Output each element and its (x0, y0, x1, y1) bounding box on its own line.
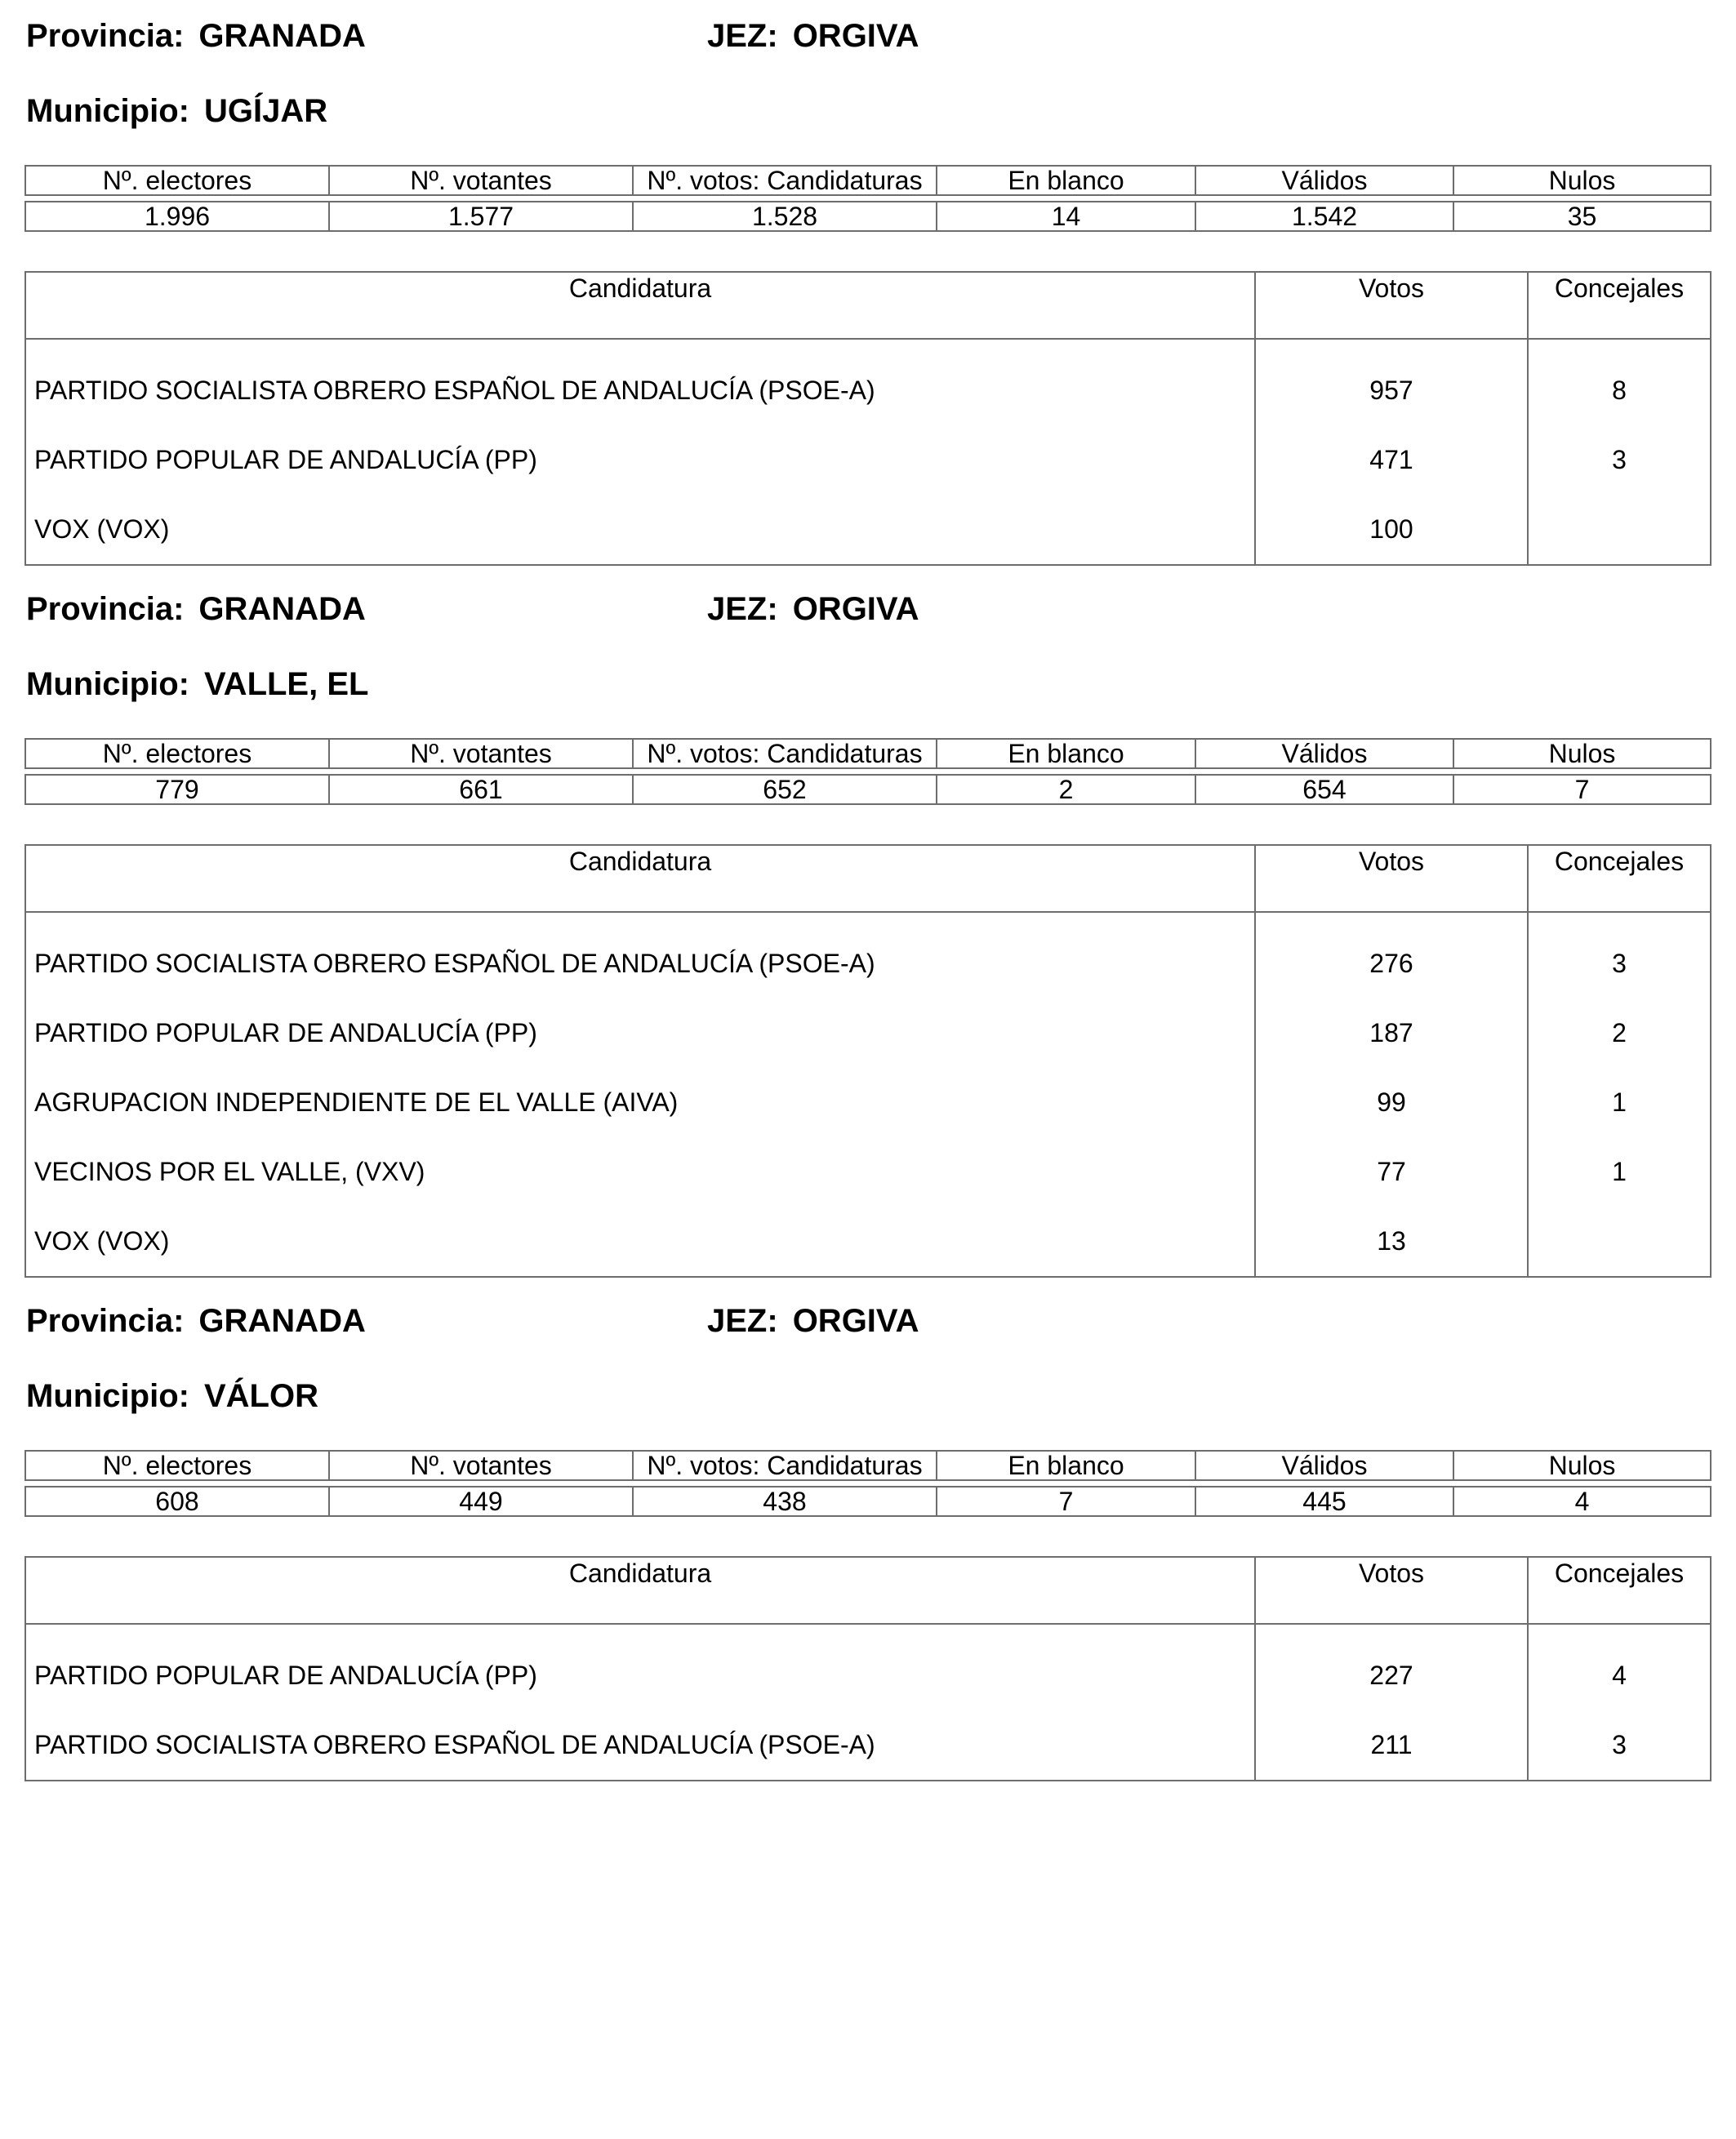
summary-header-cell: Nº. votos: Candidaturas (633, 166, 937, 195)
candidatura-row (25, 356, 1711, 425)
jez-heading (707, 16, 919, 56)
summary-value-cell: 449 (329, 1487, 633, 1516)
summary-header-cell: Nº. electores (25, 166, 329, 195)
candidatura-concejales: 1 (1528, 1137, 1711, 1207)
provincia-value: GRANADA (198, 1303, 366, 1339)
separator-cell (25, 768, 329, 775)
concejales-header: Concejales (1528, 272, 1711, 339)
candidatura-concejales (1528, 1207, 1711, 1277)
concejales-header: Concejales (1528, 1557, 1711, 1624)
candidatura-name: PARTIDO SOCIALISTA OBRERO ESPAÑOL DE ANDALUCÍA (PSOE-A) (25, 1710, 1255, 1781)
summary-value-cell: 7 (937, 1487, 1195, 1516)
spacer-cell (25, 912, 1255, 929)
summary-value-cell: 2 (937, 775, 1195, 804)
candidatura-votos: 77 (1255, 1137, 1528, 1207)
summary-header-cell: Nº. electores (25, 1451, 329, 1480)
summary-table (24, 738, 1712, 805)
jez-value: ORGIVA (792, 591, 919, 627)
jez-heading (707, 1301, 919, 1341)
candidatura-concejales: 3 (1528, 1710, 1711, 1781)
candidatura-concejales: 2 (1528, 998, 1711, 1068)
candidatura-name: PARTIDO SOCIALISTA OBRERO ESPAÑOL DE ANDALUCÍA (PSOE-A) (25, 356, 1255, 425)
separator-cell (1453, 768, 1711, 775)
summary-header-cell: Válidos (1195, 166, 1453, 195)
spacer-cell (1528, 339, 1711, 356)
separator-cell (1195, 195, 1453, 202)
summary-header-cell: Nº. votos: Candidaturas (633, 1451, 937, 1480)
candidatura-row (25, 1068, 1711, 1137)
candidaturas-table (24, 1556, 1712, 1781)
summary-value-cell: 779 (25, 775, 329, 804)
candidatura-name: PARTIDO POPULAR DE ANDALUCÍA (PP) (25, 425, 1255, 495)
spacer-row (25, 339, 1711, 356)
summary-header-cell: Nulos (1453, 166, 1711, 195)
summary-header-cell: Válidos (1195, 1451, 1453, 1480)
summary-header-cell: Nulos (1453, 1451, 1711, 1480)
summary-header-cell: Válidos (1195, 739, 1453, 768)
spacer-cell (1528, 912, 1711, 929)
candidatura-votos: 99 (1255, 1068, 1528, 1137)
provincia-label: Provincia: (26, 591, 185, 627)
jez-heading (707, 589, 919, 629)
summary-value-cell: 7 (1453, 775, 1711, 804)
summary-header-cell: Nº. votantes (329, 739, 633, 768)
municipio-value: UGÍJAR (203, 93, 328, 129)
summary-value-cell: 1.542 (1195, 202, 1453, 231)
separator-cell (937, 195, 1195, 202)
separator-cell (1453, 1480, 1711, 1487)
candidatura-row (25, 425, 1711, 495)
summary-value-cell: 608 (25, 1487, 329, 1516)
spacer-cell (1528, 1624, 1711, 1641)
municipio-block (0, 1285, 1736, 1995)
provincia-value: GRANADA (198, 591, 366, 627)
separator-cell (633, 768, 937, 775)
summary-value-cell: 1.996 (25, 202, 329, 231)
candidatura-row (25, 1137, 1711, 1207)
provincia-label: Provincia: (26, 1303, 185, 1339)
municipio-value: VÁLOR (203, 1378, 318, 1414)
summary-value-row (25, 1487, 1711, 1516)
candidatura-concejales: 3 (1528, 425, 1711, 495)
candidatura-votos: 471 (1255, 425, 1528, 495)
separator-cell (633, 195, 937, 202)
summary-header-cell: Nº. electores (25, 739, 329, 768)
candidatura-concejales (1528, 495, 1711, 565)
candidaturas-header-row (25, 272, 1711, 339)
candidatura-votos: 227 (1255, 1641, 1528, 1710)
candidatura-concejales: 3 (1528, 929, 1711, 998)
candidatura-name: VOX (VOX) (25, 1207, 1255, 1277)
separator-cell (937, 1480, 1195, 1487)
separator-cell (25, 195, 329, 202)
candidatura-header: Candidatura (25, 845, 1255, 912)
spacer-row (25, 1624, 1711, 1641)
jez-value: ORGIVA (792, 18, 919, 54)
separator-cell (1453, 195, 1711, 202)
candidatura-votos: 957 (1255, 356, 1528, 425)
provincia-heading (26, 1301, 366, 1341)
separator-cell (329, 195, 633, 202)
candidatura-name: VECINOS POR EL VALLE, (VXV) (25, 1137, 1255, 1207)
summary-separator (25, 1480, 1711, 1487)
separator-cell (25, 1480, 329, 1487)
municipio-heading (26, 91, 327, 131)
candidatura-name: PARTIDO POPULAR DE ANDALUCÍA (PP) (25, 998, 1255, 1068)
candidatura-row (25, 495, 1711, 565)
summary-separator (25, 768, 1711, 775)
candidatura-header: Candidatura (25, 1557, 1255, 1624)
summary-value-cell: 35 (1453, 202, 1711, 231)
candidatura-row (25, 1710, 1711, 1781)
candidatura-concejales: 8 (1528, 356, 1711, 425)
candidatura-header: Candidatura (25, 272, 1255, 339)
summary-header-row (25, 1451, 1711, 1480)
jez-value: ORGIVA (792, 1303, 919, 1339)
candidatura-row (25, 1641, 1711, 1710)
provincia-heading (26, 16, 366, 56)
municipio-heading (26, 1376, 318, 1416)
candidatura-name: PARTIDO SOCIALISTA OBRERO ESPAÑOL DE ANDALUCÍA (PSOE-A) (25, 929, 1255, 998)
candidatura-row (25, 998, 1711, 1068)
provincia-value: GRANADA (198, 18, 366, 54)
candidatura-name: AGRUPACION INDEPENDIENTE DE EL VALLE (AIVA) (25, 1068, 1255, 1137)
summary-value-cell: 14 (937, 202, 1195, 231)
municipio-label: Municipio: (26, 1378, 189, 1414)
provincia-label: Provincia: (26, 18, 185, 54)
summary-header-cell: Nulos (1453, 739, 1711, 768)
candidaturas-table (24, 844, 1712, 1278)
summary-header-cell: En blanco (937, 739, 1195, 768)
candidaturas-table (24, 271, 1712, 566)
candidatura-concejales: 4 (1528, 1641, 1711, 1710)
summary-value-cell: 445 (1195, 1487, 1453, 1516)
summary-header-row (25, 166, 1711, 195)
candidatura-concejales: 1 (1528, 1068, 1711, 1137)
separator-cell (329, 1480, 633, 1487)
municipio-block (0, 573, 1736, 1283)
summary-header-cell: Nº. votantes (329, 166, 633, 195)
candidatura-votos: 187 (1255, 998, 1528, 1068)
provincia-heading (26, 589, 366, 629)
jez-label: JEZ: (707, 18, 778, 54)
candidatura-row (25, 1207, 1711, 1277)
summary-value-row (25, 202, 1711, 231)
concejales-header: Concejales (1528, 845, 1711, 912)
separator-cell (329, 768, 633, 775)
summary-value-row (25, 775, 1711, 804)
municipio-heading (26, 665, 368, 704)
votos-header: Votos (1255, 272, 1528, 339)
separator-cell (1195, 768, 1453, 775)
spacer-cell (1255, 912, 1528, 929)
summary-header-row (25, 739, 1711, 768)
spacer-cell (1255, 1624, 1528, 1641)
spacer-cell (25, 1624, 1255, 1641)
separator-cell (1195, 1480, 1453, 1487)
spacer-row (25, 912, 1711, 929)
summary-header-cell: Nº. votos: Candidaturas (633, 739, 937, 768)
candidatura-votos: 100 (1255, 495, 1528, 565)
jez-label: JEZ: (707, 1303, 778, 1339)
summary-value-cell: 1.577 (329, 202, 633, 231)
municipio-value: VALLE, EL (203, 666, 369, 702)
votos-header: Votos (1255, 845, 1528, 912)
candidaturas-header-row (25, 845, 1711, 912)
municipio-label: Municipio: (26, 666, 189, 702)
spacer-cell (25, 339, 1255, 356)
summary-value-cell: 654 (1195, 775, 1453, 804)
candidatura-votos: 211 (1255, 1710, 1528, 1781)
summary-value-cell: 652 (633, 775, 937, 804)
municipio-label: Municipio: (26, 93, 189, 129)
summary-value-cell: 4 (1453, 1487, 1711, 1516)
summary-table (24, 1450, 1712, 1517)
candidatura-votos: 13 (1255, 1207, 1528, 1277)
votos-header: Votos (1255, 1557, 1528, 1624)
summary-header-cell: En blanco (937, 1451, 1195, 1480)
summary-header-cell: Nº. votantes (329, 1451, 633, 1480)
candidatura-votos: 276 (1255, 929, 1528, 998)
candidaturas-header-row (25, 1557, 1711, 1624)
spacer-cell (1255, 339, 1528, 356)
candidatura-name: VOX (VOX) (25, 495, 1255, 565)
candidatura-row (25, 929, 1711, 998)
candidatura-name: PARTIDO POPULAR DE ANDALUCÍA (PP) (25, 1641, 1255, 1710)
summary-table (24, 165, 1712, 232)
summary-value-cell: 1.528 (633, 202, 937, 231)
summary-separator (25, 195, 1711, 202)
jez-label: JEZ: (707, 591, 778, 627)
summary-value-cell: 438 (633, 1487, 937, 1516)
summary-header-cell: En blanco (937, 166, 1195, 195)
separator-cell (937, 768, 1195, 775)
separator-cell (633, 1480, 937, 1487)
summary-value-cell: 661 (329, 775, 633, 804)
